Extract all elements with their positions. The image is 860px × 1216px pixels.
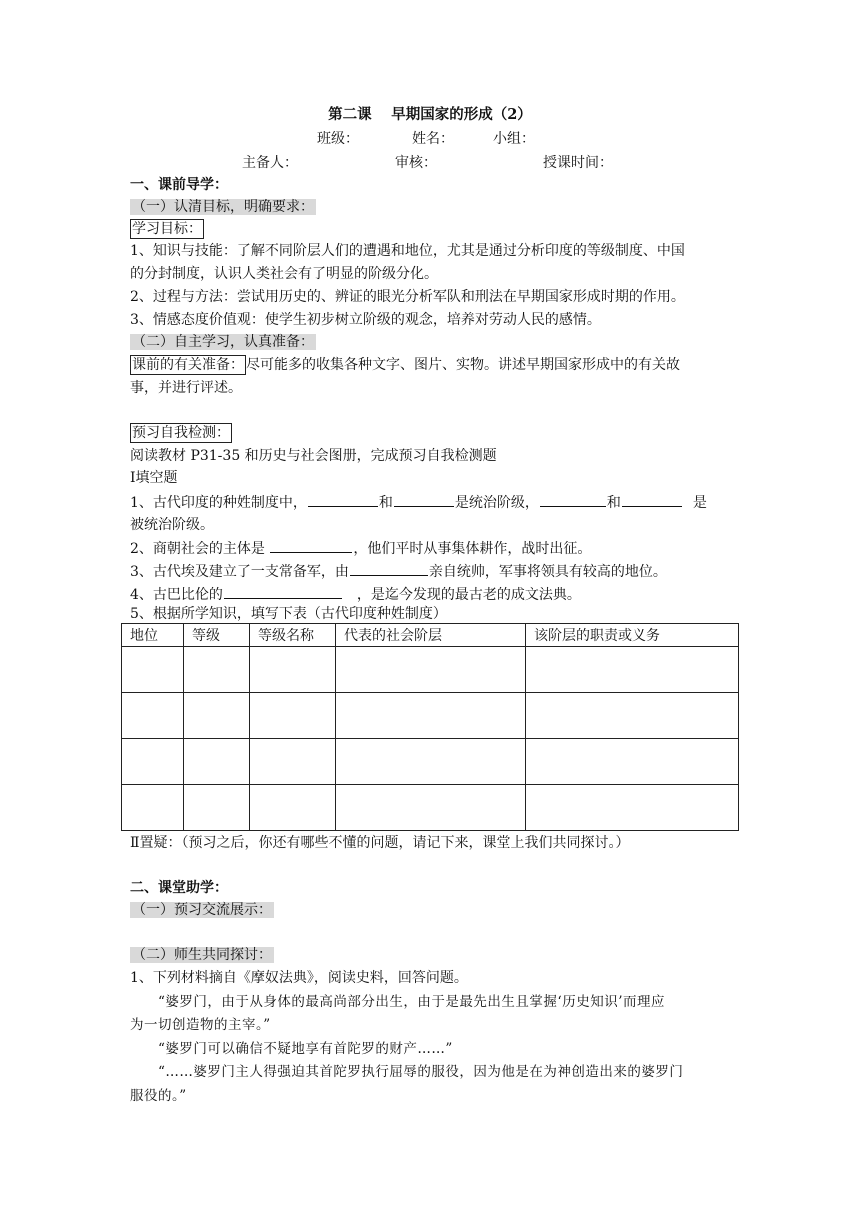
quote-1-line2: 为一切创造物的主宰。” bbox=[130, 1017, 271, 1033]
question-3: 3、古代埃及建立了一支常备军，由 亲自统帅，军事将领具有较高的地位。 bbox=[130, 560, 667, 583]
table-cell[interactable] bbox=[250, 647, 336, 693]
column-header-rank: 等级 bbox=[184, 624, 250, 647]
table-cell[interactable] bbox=[184, 693, 250, 739]
table-row bbox=[122, 693, 739, 739]
answer-blank[interactable] bbox=[270, 537, 352, 553]
table-cell[interactable] bbox=[122, 693, 184, 739]
column-header-status: 地位 bbox=[122, 624, 184, 647]
group-label: 小组： bbox=[493, 131, 535, 147]
table-cell[interactable] bbox=[250, 785, 336, 831]
name-label: 姓名： bbox=[412, 131, 454, 147]
table-cell[interactable] bbox=[336, 739, 526, 785]
table-cell[interactable] bbox=[526, 693, 739, 739]
table-row bbox=[122, 785, 739, 831]
table-cell[interactable] bbox=[336, 693, 526, 739]
preparation-text-cont: 事，并进行评述。 bbox=[130, 380, 242, 396]
table-cell[interactable] bbox=[526, 647, 739, 693]
answer-blank[interactable] bbox=[394, 491, 454, 507]
goal-process: 2、过程与方法：尝试用历史的、辨证的眼光分析军队和刑法在早期国家形成时期的作用。 bbox=[130, 289, 685, 305]
subsection-exchange-heading: （一）预习交流展示： bbox=[132, 902, 272, 918]
self-check-label: 预习自我检测： bbox=[132, 425, 230, 441]
table-cell[interactable] bbox=[122, 739, 184, 785]
quote-1-line1: “婆罗门，由于从身体的最高尚部分出生，由于是最先出生且掌握‘历史知识’而理应 bbox=[158, 994, 665, 1010]
section2-heading: 二、课堂助学： bbox=[130, 880, 228, 896]
column-header-duties: 该阶层的职责或义务 bbox=[526, 624, 739, 647]
fill-blank-heading: Ⅰ填空题 bbox=[130, 470, 178, 486]
question-1: 1、古代印度的种姓制度中， 和 是统治阶级， 和 是 bbox=[130, 491, 707, 514]
table-cell[interactable] bbox=[250, 739, 336, 785]
column-header-rank-name: 等级名称 bbox=[250, 624, 336, 647]
answer-blank[interactable] bbox=[308, 491, 378, 507]
answer-blank[interactable] bbox=[224, 583, 342, 599]
teach-time-label: 授课时间： bbox=[543, 155, 613, 171]
reviewer-label: 审核： bbox=[395, 155, 437, 171]
preparer-label: 主备人： bbox=[242, 155, 298, 171]
column-header-social-class: 代表的社会阶层 bbox=[336, 624, 526, 647]
preparation-text: 尽可能多的收集各种文字、图片、实物。讲述早期国家形成中的有关故 bbox=[246, 357, 680, 373]
table-cell[interactable] bbox=[526, 739, 739, 785]
table-cell[interactable] bbox=[184, 739, 250, 785]
table-cell[interactable] bbox=[336, 647, 526, 693]
answer-blank[interactable] bbox=[622, 491, 682, 507]
subsection-discussion-heading: （二）师生共同探讨： bbox=[132, 947, 272, 963]
question-1-cont: 被统治阶级。 bbox=[130, 517, 214, 533]
subsection-self-study-heading: （二）自主学习，认真准备： bbox=[132, 334, 314, 350]
quote-2: “婆罗门可以确信不疑地享有首陀罗的财产……” bbox=[158, 1041, 453, 1057]
answer-blank[interactable] bbox=[350, 560, 428, 576]
table-cell[interactable] bbox=[526, 785, 739, 831]
question-5: 5、根据所学知识，填写下表（古代印度种姓制度） bbox=[130, 606, 447, 622]
table-cell[interactable] bbox=[184, 647, 250, 693]
section1-heading: 一、课前导学： bbox=[130, 177, 228, 193]
question-2: 2、商朝社会的主体是 ，他们平时从事集体耕作，战时出征。 bbox=[130, 537, 591, 560]
subsection-goals-heading: （一）认清目标，明确要求： bbox=[132, 199, 314, 215]
goal-knowledge-line1: 1、知识与技能：了解不同阶层人们的遭遇和地位，尤其是通过分析印度的等级制度、中国 bbox=[130, 243, 685, 259]
page-title: 第二课 早期国家的形成（2） bbox=[328, 106, 532, 123]
table-row bbox=[122, 739, 739, 785]
table-cell[interactable] bbox=[122, 785, 184, 831]
discussion-item-1: 1、下列材料摘自《摩奴法典》，阅读史料，回答问题。 bbox=[130, 970, 468, 986]
question-4: 4、古巴比伦的 ，是迄今发现的最古老的成文法典。 bbox=[130, 583, 581, 606]
table-cell[interactable] bbox=[250, 693, 336, 739]
table-cell[interactable] bbox=[184, 785, 250, 831]
table-cell[interactable] bbox=[122, 647, 184, 693]
learning-goals-label: 学习目标： bbox=[132, 221, 202, 237]
doubt-prompt: Ⅱ置疑：（预习之后，你还有哪些不懂的问题，请记下来，课堂上我们共同探讨。） bbox=[130, 835, 630, 851]
preparation-label: 课前的有关准备： bbox=[132, 357, 244, 373]
self-check-instructions: 阅读教材 P31-35 和历史与社会图册，完成预习自我检测题 bbox=[130, 448, 497, 464]
quote-3-line2: 服役的。” bbox=[130, 1088, 187, 1104]
quote-3-line1: “……婆罗门主人得强迫其首陀罗执行屈辱的服役，因为他是在为神创造出来的婆罗门 bbox=[158, 1064, 684, 1080]
goal-attitude: 3、情感态度价值观：使学生初步树立阶级的观念，培养对劳动人民的感情。 bbox=[130, 312, 601, 328]
caste-system-table bbox=[121, 623, 739, 831]
answer-blank[interactable] bbox=[540, 491, 606, 507]
goal-knowledge-line2: 的分封制度，认识人类社会有了明显的阶级分化。 bbox=[130, 266, 438, 282]
class-label: 班级： bbox=[317, 131, 359, 147]
table-cell[interactable] bbox=[336, 785, 526, 831]
table-header-row bbox=[122, 624, 739, 647]
table-row bbox=[122, 647, 739, 693]
